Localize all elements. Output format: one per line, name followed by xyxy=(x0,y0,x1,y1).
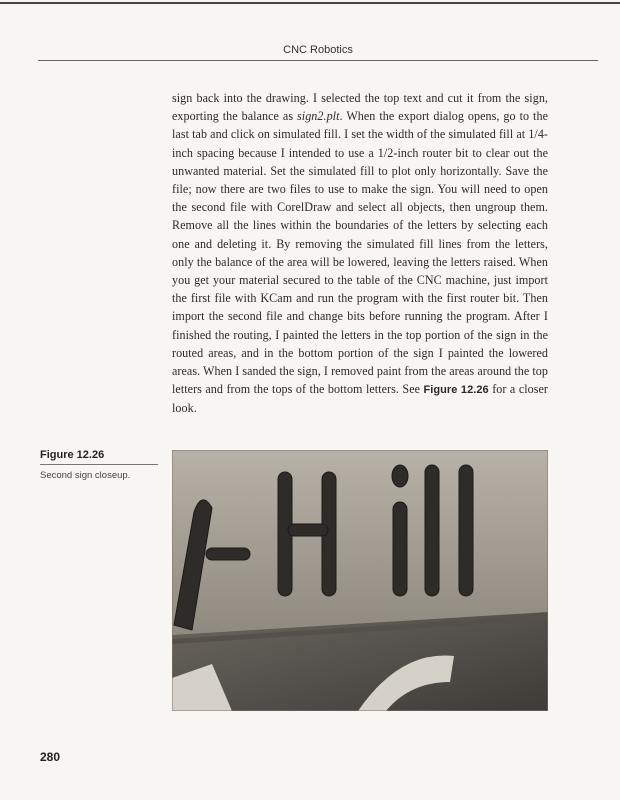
letter-dash xyxy=(206,548,250,560)
sign-closeup-photo xyxy=(172,450,548,711)
figure-caption: Second sign closeup. xyxy=(40,470,131,481)
figure-reference: Figure 12.26 xyxy=(423,384,489,397)
header-rule xyxy=(38,60,598,61)
letter-i-dot xyxy=(392,465,408,487)
sign-photo-graphic xyxy=(172,450,548,711)
sign-top-panel xyxy=(172,450,548,640)
body-text-part-1: sign back into the drawing. I selected the top text and cut it from the sign, exporting the balance as xyxy=(172,91,548,124)
body-paragraph xyxy=(172,89,548,418)
letter-l-second xyxy=(459,465,473,596)
letter-i-stem xyxy=(393,502,407,596)
letter-h-bar xyxy=(288,524,328,536)
letter-l-first xyxy=(425,465,439,596)
top-rule xyxy=(0,2,620,4)
caption-rule xyxy=(40,464,158,465)
running-header: CNC Robotics xyxy=(283,44,353,56)
page-number: 280 xyxy=(40,750,61,764)
figure-title: Figure 12.26 xyxy=(40,449,105,461)
body-text-part-3: for a closer look. xyxy=(172,382,548,416)
file-name: sign2.plt xyxy=(297,109,340,124)
body-text-part-2: . When the export dialog opens, go to the last tab and click on simulated fill. I set the width of the simulated fill at 1/4-inch spacing because I intended to use a 1/2-inch router bit to clear out the unwanted material. Set the simulated fill to plot only horizontally. Save the file; now there are two files to use to make the sign. You will need to open the second file with CorelDraw and select all objects, then ungroup them. Remove all the lines within the boundaries of the letters by selecting each one and deleting it. By removing the simulated fill lines from the letters, only the balance of the area will be lowered, leaving the letters raised. When you get your material secured to the table of the CNC machine, just import the first file with KCam and run the program with the first router bit. Then import the second file and change bits before running the program. After I finished the routing, I painted the letters in the top portion of the sign in the routed areas, and in the bottom portion of the sign I painted the lowered areas. When I sanded the sign, I removed paint from the areas around the top letters and from the tops of the bottom letters. See xyxy=(172,109,548,397)
